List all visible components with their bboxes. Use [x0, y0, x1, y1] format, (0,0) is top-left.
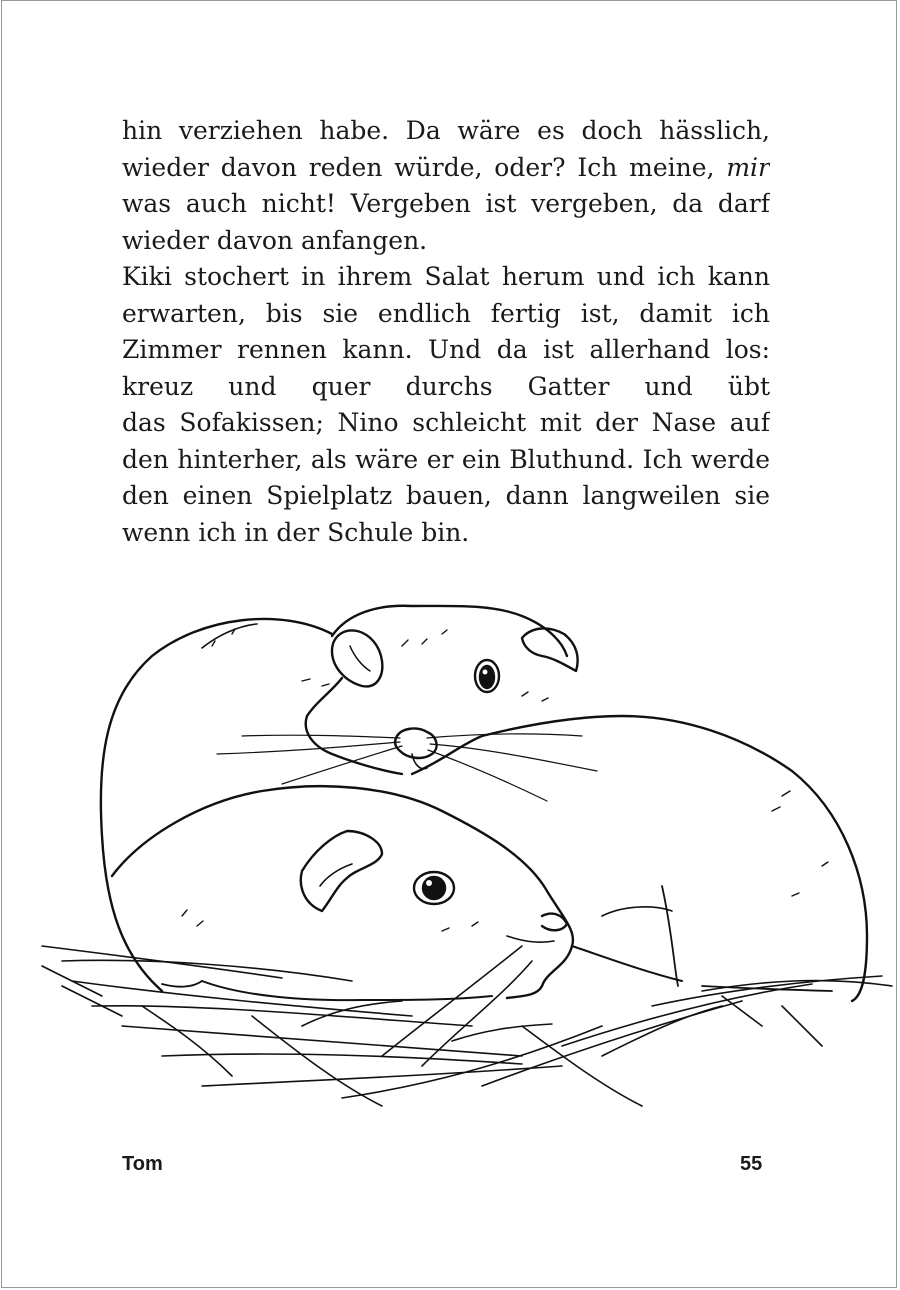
text-line: den einen Spielplatz bauen, dann langweilen sie [122, 481, 770, 510]
body-text [122, 113, 770, 551]
fur-marks [182, 629, 828, 931]
text-line: kreuz und quer durchs Gatter und übt [122, 371, 770, 401]
footer-title: Tom [122, 1153, 163, 1175]
ear-icon [301, 831, 382, 911]
text-line: wenn ich in der Schule bin. [122, 517, 470, 547]
back-guinea-pig-rump [622, 716, 867, 1001]
text-segment: wieder davon reden würde, oder? Ich meine, [122, 152, 715, 182]
text-line: Zimmer rennen kann. Und da ist allerhand los: [122, 335, 770, 364]
guinea-pigs-illustration [2, 586, 900, 1126]
text-line: was auch nicht! Vergeben ist vergeben, da darf [122, 189, 770, 218]
italic-word: mir [726, 152, 770, 182]
hay-pile [42, 946, 892, 1106]
text-line: wieder davon anfangen. [122, 225, 428, 255]
front-guinea-pig-head [112, 786, 573, 998]
text-line: das Sofakissen; Nino schleicht mit der Nase auf [122, 408, 770, 437]
text-line: erwarten, bis sie endlich fertig ist, damit ich [122, 298, 770, 328]
text-line: den hinterher, als wäre er ein Bluthund. Ich werde [122, 444, 770, 474]
back-guinea-pig-body [101, 619, 332, 991]
ear-icon [522, 628, 578, 671]
back-nose-icon [395, 729, 437, 758]
text-line [122, 150, 770, 187]
text-line: Kiki stochert in ihrem Salat herum und ich kann [122, 262, 770, 291]
text-line: hin verziehen habe. Da wäre es doch hässlich, [122, 116, 770, 145]
book-page [1, 0, 897, 1288]
whiskers [217, 734, 597, 801]
page-number: 55 [740, 1153, 763, 1175]
